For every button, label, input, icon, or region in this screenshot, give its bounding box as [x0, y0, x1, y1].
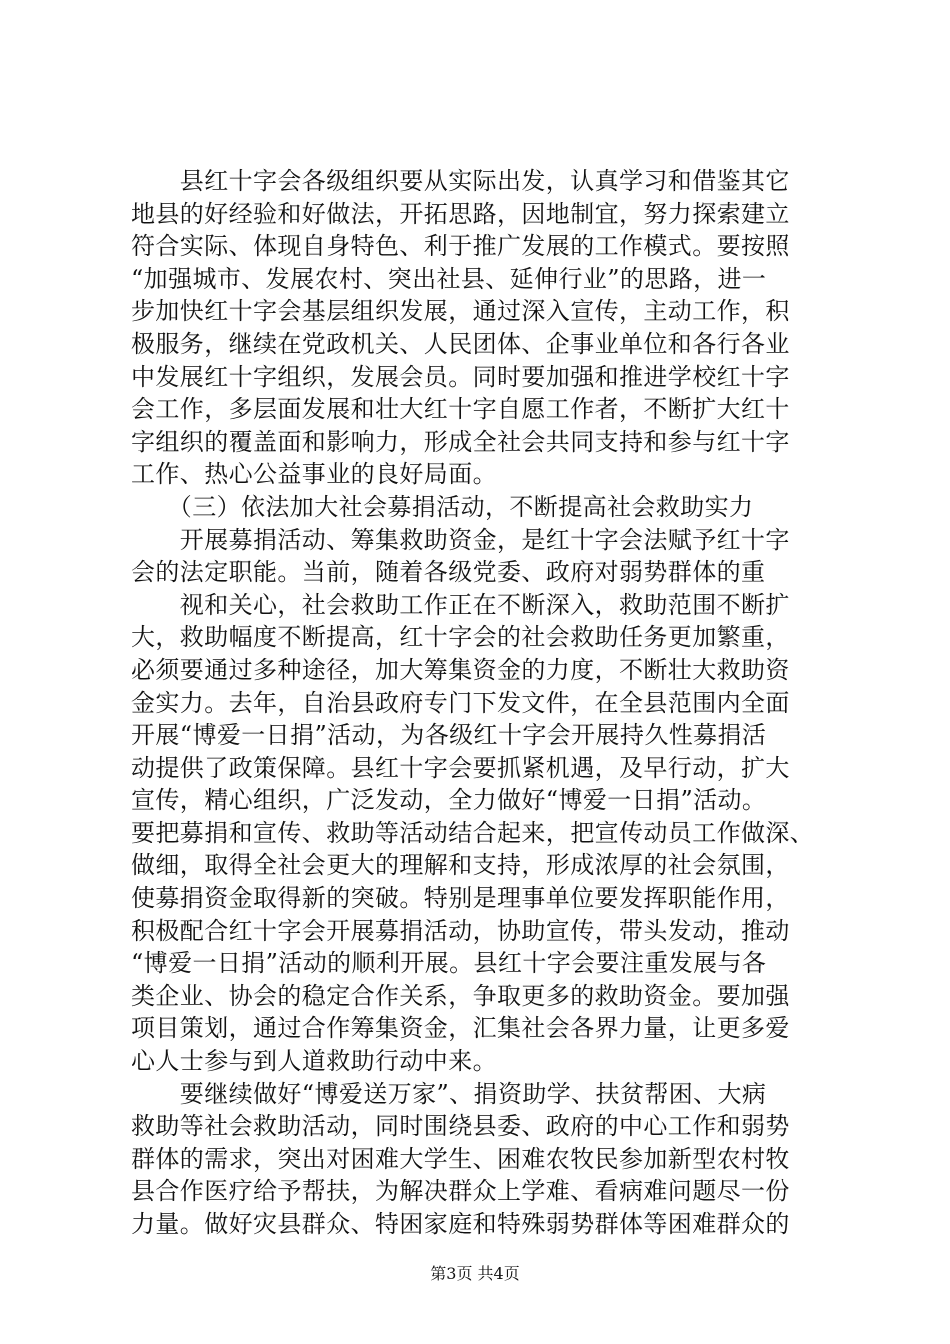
text-line: 宣传，精心组织，广泛发动，全力做好“博爱一日捐”活动。 — [131, 786, 767, 815]
text-line: 开展“博爱一日捐”活动，为各级红十字会开展持久性募捐活 — [131, 721, 767, 750]
page-footer: 第3页 共4页 — [430, 1264, 520, 1283]
text-line: 积极配合红十字会开展募捐活动，协助宣传，带头发动，推动 — [131, 916, 790, 945]
text-line: 做细，取得全社会更大的理解和支持，形成浓厚的社会氛围， — [131, 851, 790, 880]
text-line: 开展募捐活动、筹集救助资金，是红十字会法赋予红十字 — [131, 525, 790, 554]
text-line: 动提供了政策保障。县红十字会要抓紧机遇，及早行动，扩大 — [131, 753, 790, 782]
text-line: 步加快红十字会基层组织发展，通过深入宣传，主动工作，积 — [131, 297, 790, 326]
text-line: 项目策划，通过合作筹集资金，汇集社会各界力量，让更多爱 — [131, 1014, 790, 1043]
text-line: 要把募捐和宣传、救助等活动结合起来，把宣传动员工作做深、 — [131, 818, 815, 847]
text-line: 救助等社会救助活动，同时围绕县委、政府的中心工作和弱势 — [131, 1112, 790, 1141]
text-line: 中发展红十字组织，发展会员。同时要加强和推进学校红十字 — [131, 362, 790, 391]
text-line: 会的法定职能。当前，随着各级党委、政府对弱势群体的重 — [131, 558, 766, 587]
text-line: 要继续做好“博爱送万家”、捐资助学、扶贫帮困、大病 — [131, 1079, 767, 1108]
text-line: 极服务，继续在党政机关、人民团体、企事业单位和各行各业 — [131, 329, 790, 358]
text-line: 金实力。去年，自治县政府专门下发文件，在全县范围内全面 — [131, 688, 790, 717]
text-line: 县红十字会各级组织要从实际出发，认真学习和借鉴其它 — [131, 167, 790, 195]
text-line: 字组织的覆盖面和影响力，形成全社会共同支持和参与红十字 — [131, 427, 790, 456]
text-line: “加强城市、发展农村、突出社县、延伸行业”的思路，进一 — [131, 264, 767, 293]
text-line: 视和关心，社会救助工作正在不断深入，救助范围不断扩 — [131, 590, 790, 619]
document-body — [131, 165, 831, 1241]
text-line: 大，救助幅度不断提高，红十字会的社会救助任务更加繁重， — [131, 623, 790, 652]
text-line: 群体的需求，突出对困难大学生、困难农牧民参加新型农村牧 — [131, 1144, 790, 1173]
text-line: 心人士参与到人道救助行动中来。 — [131, 1047, 497, 1076]
text-line: 县合作医疗给予帮扶，为解决群众上学难、看病难问题尽一份 — [131, 1177, 790, 1206]
text-line: 符合实际、体现自身特色、利于推广发展的工作模式。要按照 — [131, 232, 790, 261]
text-line: （三）依法加大社会募捐活动，不断提高社会救助实力 — [131, 492, 754, 521]
text-line: 地县的好经验和好做法，开拓思路，因地制宜，努力探索建立 — [131, 199, 790, 228]
text-line: 必须要通过多种途径，加大筹集资金的力度，不断壮大救助资 — [131, 655, 790, 684]
text-line: 类企业、协会的稳定合作关系，争取更多的救助资金。要加强 — [131, 981, 790, 1010]
text-line: “博爱一日捐”活动的顺利开展。县红十字会要注重发展与各 — [131, 949, 767, 978]
text-line: 力量。做好灾县群众、特困家庭和特殊弱势群体等困难群众的 — [131, 1210, 790, 1238]
text-line: 使募捐资金取得新的突破。特别是理事单位要发挥职能作用， — [131, 884, 790, 913]
text-line: 工作、热心公益事业的良好局面。 — [131, 460, 497, 489]
text-line: 会工作，多层面发展和壮大红十字自愿工作者，不断扩大红十 — [131, 395, 790, 424]
